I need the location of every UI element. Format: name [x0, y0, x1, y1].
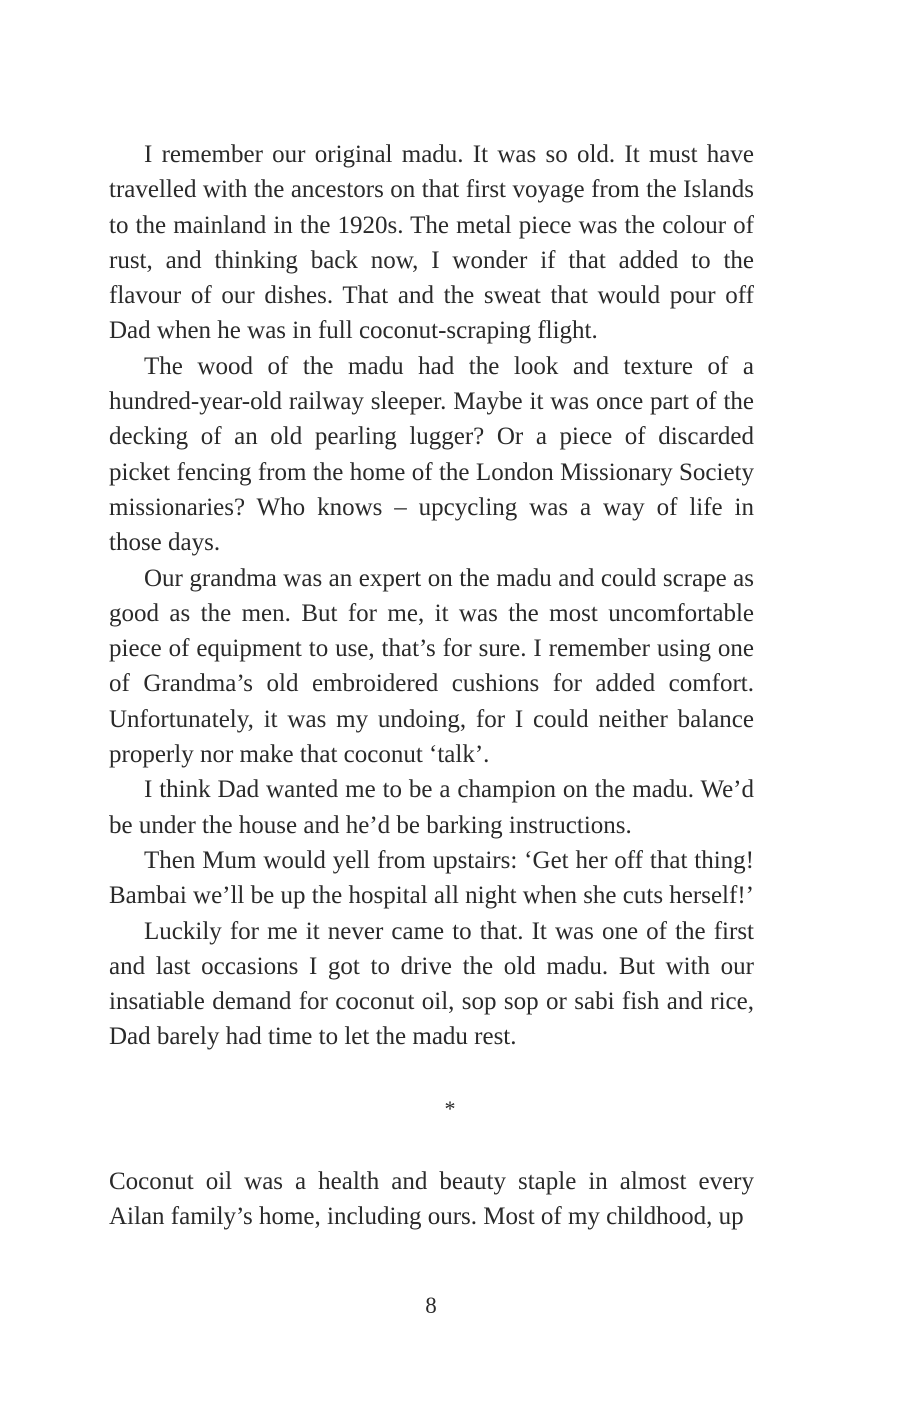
body-text	[109, 137, 754, 1055]
paragraph-4: I think Dad wanted me to be a champion on the madu. We’d be under the house and he’d be barking instructions.	[109, 776, 754, 839]
paragraph-6: Luckily for me it never came to that. It was one of the first and last occasions I got to drive the old madu. But with our insatiable demand for coconut oil, sop sop or sabi fish and rice, Dad barely had time to let the madu rest.	[109, 917, 754, 1051]
paragraph-2: The wood of the madu had the look and texture of a hundred-year-old railway sleeper. Maybe it was once part of the decking of an old pearling lugger? Or a piece of discarded picket fencing from the home of the London Missionary Society missionaries? Who knows – upcycling was a way of life in those days.	[109, 352, 754, 557]
continued-text	[109, 1164, 754, 1235]
section-break-asterisk: *	[444, 1096, 456, 1121]
page-number: 8	[425, 1293, 437, 1318]
paragraph-3: Our grandma was an expert on the madu and could scrape as good as the men. But for me, it was the most uncomfortable piece of equipment to use, that’s for sure. I remember using one of Grandma’s old embroidered cushions for added comfort. Unfortunately, it was my undoing, for I could neither balance properly nor make that coconut ‘talk’.	[109, 564, 754, 769]
section-break	[0, 1094, 900, 1124]
paragraph-continued: Coconut oil was a health and beauty staple in almost every Ailan family’s home, including ours. Most of my childhood, up	[109, 1168, 754, 1231]
paragraph-5: Then Mum would yell from upstairs: ‘Get her off that thing! Bambai we’ll be up the hospital all night when she cuts herself!’	[109, 846, 754, 910]
paragraph-1: I remember our original madu. It was so old. It must have travelled with the ancestors on that first voyage from the Islands to the mainland in the 1920s. The metal piece was the colour of rust, and thinking back now, I wonder if that added to the flavour of our dishes. That and the sweat that would pour off Dad when he was in full coconut-scraping flight.	[109, 141, 754, 345]
